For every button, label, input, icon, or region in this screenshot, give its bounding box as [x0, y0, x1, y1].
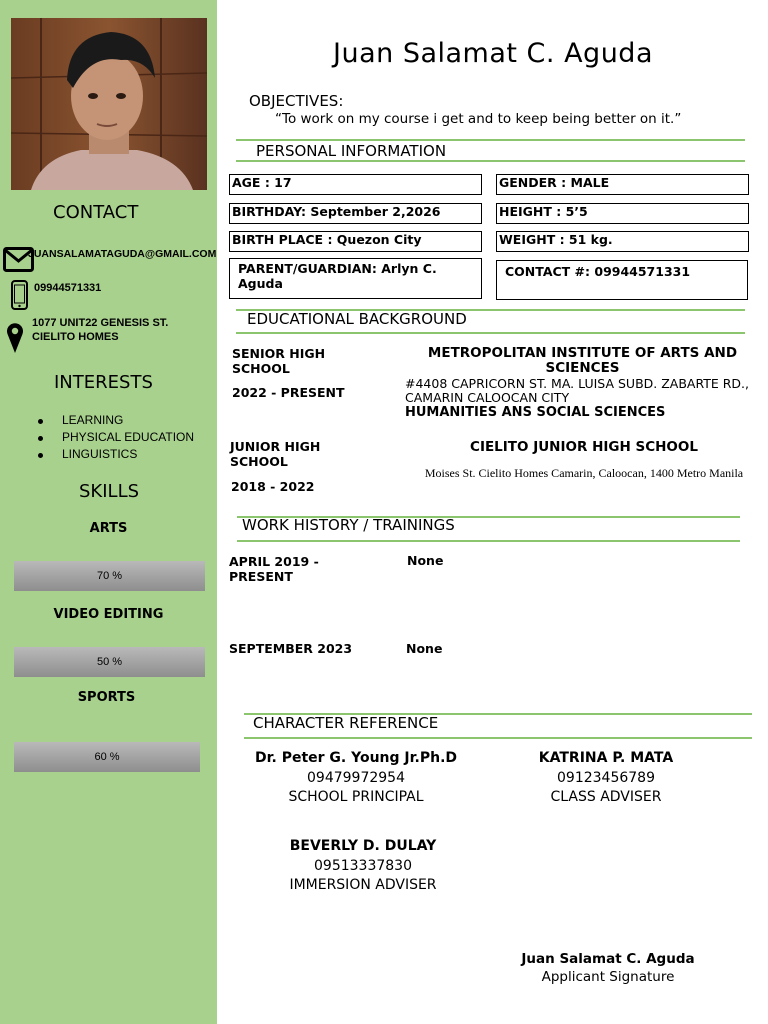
reference-role: SCHOOL PRINCIPAL	[288, 789, 424, 805]
guardian-field: PARENT/GUARDIAN: Arlyn C. Aguda	[229, 258, 482, 299]
jhs-level: JUNIOR HIGH SCHOOL	[230, 439, 321, 469]
shs-school: METROPOLITAN INSTITUTE OF ARTS AND SCIENCES	[427, 345, 738, 376]
signature-name: Juan Salamat C. Aguda	[521, 951, 695, 967]
interests-heading: INTERESTS	[54, 372, 153, 393]
address-line-1: 1077 UNIT22 GENESIS ST.	[32, 317, 169, 329]
interest-item: PHYSICAL EDUCATION	[38, 429, 194, 446]
divider	[236, 160, 745, 162]
shs-address: #4408 CAPRICORN ST. MA. LUISA SUBD. ZABARTE RD., CAMARIN CALOOCAN CITY	[405, 376, 750, 405]
interest-item: LINGUISTICS	[38, 446, 194, 463]
reference-phone: 09479972954	[307, 769, 405, 786]
skill-name-video-editing: VIDEO EDITING	[53, 607, 164, 622]
skills-heading: SKILLS	[79, 481, 140, 502]
personal-info-heading: PERSONAL INFORMATION	[256, 142, 447, 160]
work-date: SEPTEMBER 2023	[229, 641, 353, 656]
phone-text: 09944571331	[34, 282, 102, 294]
birthday-field: BIRTHDAY: September 2,2026	[229, 203, 482, 224]
skill-name-arts: ARTS	[89, 521, 128, 536]
divider	[237, 540, 740, 542]
reference-name: KATRINA P. MATA	[538, 750, 674, 766]
reference-heading: CHARACTER REFERENCE	[253, 714, 439, 732]
reference-phone: 09123456789	[557, 769, 655, 786]
skill-bar-arts: 70 %	[14, 561, 205, 591]
address-line-2: CIELITO HOMES	[32, 331, 119, 343]
education-heading: EDUCATIONAL BACKGROUND	[247, 310, 467, 328]
phone-icon	[11, 280, 28, 314]
jhs-school: CIELITO JUNIOR HIGH SCHOOL	[470, 439, 698, 455]
divider	[244, 737, 752, 739]
gender-field: GENDER : MALE	[496, 174, 749, 195]
email-text: JUANSALAMATAGUDA@GMAIL.COM	[28, 248, 217, 260]
skill-bar-sports: 60 %	[14, 742, 200, 772]
address	[32, 316, 168, 344]
birthplace-field: BIRTH PLACE : Quezon City	[229, 231, 482, 252]
reference-card	[236, 749, 476, 808]
work-date: APRIL 2019 - PRESENT	[229, 554, 319, 584]
applicant-name: Juan Salamat C. Aguda	[333, 38, 653, 69]
reference-card	[243, 837, 483, 896]
reference-card	[486, 749, 726, 808]
jhs-address: Moises St. Cielito Homes Camarin, Caloocan, 1400 Metro Manila	[424, 466, 744, 480]
objectives-text: “To work on my course i get and to keep being better on it.”	[275, 111, 682, 127]
shs-years: 2022 - PRESENT	[232, 385, 345, 400]
reference-phone: 09513337830	[314, 857, 412, 874]
contact-heading: CONTACT	[53, 202, 139, 223]
weight-field: WEIGHT : 51 kg.	[496, 231, 749, 252]
work-desc: None	[406, 641, 443, 656]
profile-photo	[11, 18, 207, 190]
location-pin-icon	[6, 322, 24, 358]
skill-name-sports: SPORTS	[77, 690, 136, 705]
work-desc: None	[407, 553, 444, 568]
work-heading: WORK HISTORY / TRAININGS	[242, 516, 455, 534]
reference-name: Dr. Peter G. Young Jr.Ph.D	[254, 750, 458, 766]
reference-name: BEVERLY D. DULAY	[289, 838, 437, 854]
objectives-heading: OBJECTIVES:	[249, 92, 344, 110]
skill-bar-video-editing: 50 %	[14, 647, 205, 677]
jhs-years: 2018 - 2022	[231, 479, 315, 494]
signature-label: Applicant Signature	[541, 969, 675, 985]
contact-number-field: CONTACT #: 09944571331	[496, 260, 748, 300]
signature-block	[488, 950, 728, 986]
reference-role: CLASS ADVISER	[550, 789, 662, 805]
shs-level: SENIOR HIGH SCHOOL	[232, 346, 326, 376]
interest-item: LEARNING	[38, 412, 194, 429]
divider	[236, 332, 745, 334]
interests-list	[38, 412, 194, 463]
shs-strand: HUMANITIES ANS SOCIAL SCIENCES	[405, 405, 666, 420]
divider	[236, 139, 745, 141]
height-field: HEIGHT : 5’5	[496, 203, 749, 224]
reference-role: IMMERSION ADVISER	[289, 877, 437, 893]
age-field: AGE : 17	[229, 174, 482, 195]
